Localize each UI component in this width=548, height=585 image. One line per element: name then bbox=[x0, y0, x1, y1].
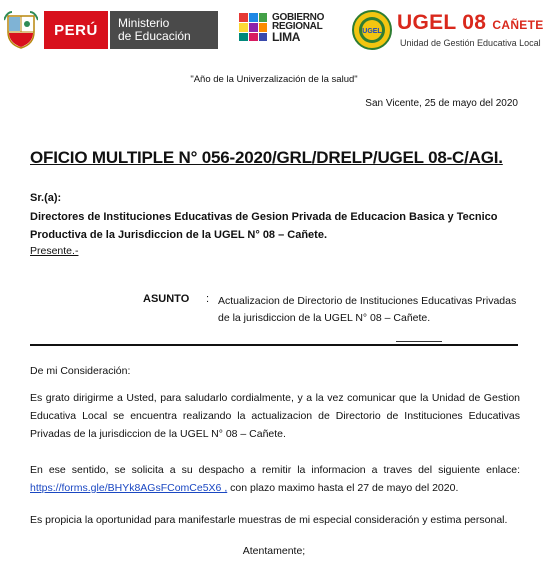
ugel-title-main: UGEL 08 bbox=[397, 11, 487, 34]
letterhead bbox=[0, 8, 548, 54]
gore-lima-text bbox=[272, 13, 324, 43]
peru-coat-of-arms-icon bbox=[4, 10, 38, 50]
ugel-title bbox=[397, 11, 544, 35]
salutation: Sr.(a): bbox=[30, 192, 62, 204]
recipients: Directores de Instituciones Educativas de Gesion Privada de Educacion Basica y Tecnico Productiva de la Jurisdiccion de la UGEL N° 08 – Cañete. bbox=[30, 211, 498, 241]
paragraph-3: Es propicia la oportunidad para manifestarle muestras de mi especial consideración y estima personal. bbox=[30, 514, 508, 526]
gore-line1: GOBIERNO bbox=[272, 12, 325, 23]
asunto-text: Actualizacion de Directorio de Instituciones Educativas Privadas de la jurisdiccion de la UGEL N° 08 – Cañete. bbox=[218, 295, 517, 324]
gore-line3: LIMA bbox=[272, 30, 301, 44]
greeting: De mi Consideración: bbox=[30, 365, 131, 377]
peru-brand bbox=[44, 11, 108, 49]
presente: Presente.- bbox=[30, 245, 79, 257]
place-date: San Vicente, 25 de mayo del 2020 bbox=[365, 98, 518, 109]
paragraph-2 bbox=[30, 461, 520, 497]
year-motto: "Año de la Univerzalización de la salud" bbox=[190, 74, 358, 85]
divider-rule bbox=[30, 344, 518, 346]
asunto-colon: : bbox=[206, 293, 210, 305]
asunto-label: ASUNTO bbox=[143, 293, 190, 305]
ugel-seal-icon bbox=[352, 10, 392, 50]
minedu-line1: Ministerio bbox=[118, 16, 170, 30]
minedu-line2: de Educación bbox=[118, 29, 191, 43]
peru-label: PERÚ bbox=[54, 21, 98, 39]
paragraph-2-text: En ese sentido, se solicita a su despacho a remitir la informacion a traves del siguiente enlace: bbox=[30, 464, 520, 476]
minedu-brand bbox=[110, 11, 218, 49]
thin-divider bbox=[396, 341, 442, 342]
gore-line2: REGIONAL bbox=[272, 21, 323, 32]
paragraph-2-tail: con plazo maximo hasta el 27 de mayo del 2020. bbox=[227, 482, 459, 494]
closing: Atentamente; bbox=[242, 545, 306, 557]
gore-lima-logo-icon bbox=[238, 12, 268, 42]
ugel-seal-text: UGEL bbox=[362, 28, 382, 35]
ugel-city: CAÑETE bbox=[492, 18, 544, 32]
oficio-title: OFICIO MULTIPLE N° 056-2020/GRL/DRELP/UGEL 08-C/AGI. bbox=[30, 148, 503, 167]
ugel-subtitle: Unidad de Gestión Educativa Local bbox=[400, 38, 541, 48]
form-link[interactable]: https://forms.gle/BHYk8AGsFComCe5X6 , bbox=[30, 482, 228, 494]
paragraph-1: Es grato dirigirme a Usted, para saludarlo cordialmente, y a la vez comunicar que la Unidad de Gestion Educativa Local se encuentra realizando la actualizacion de Directorio de Instituciones Educativas Privadas de la jurisdiccion de la UGEL N° 08 – Cañete. bbox=[30, 392, 520, 440]
